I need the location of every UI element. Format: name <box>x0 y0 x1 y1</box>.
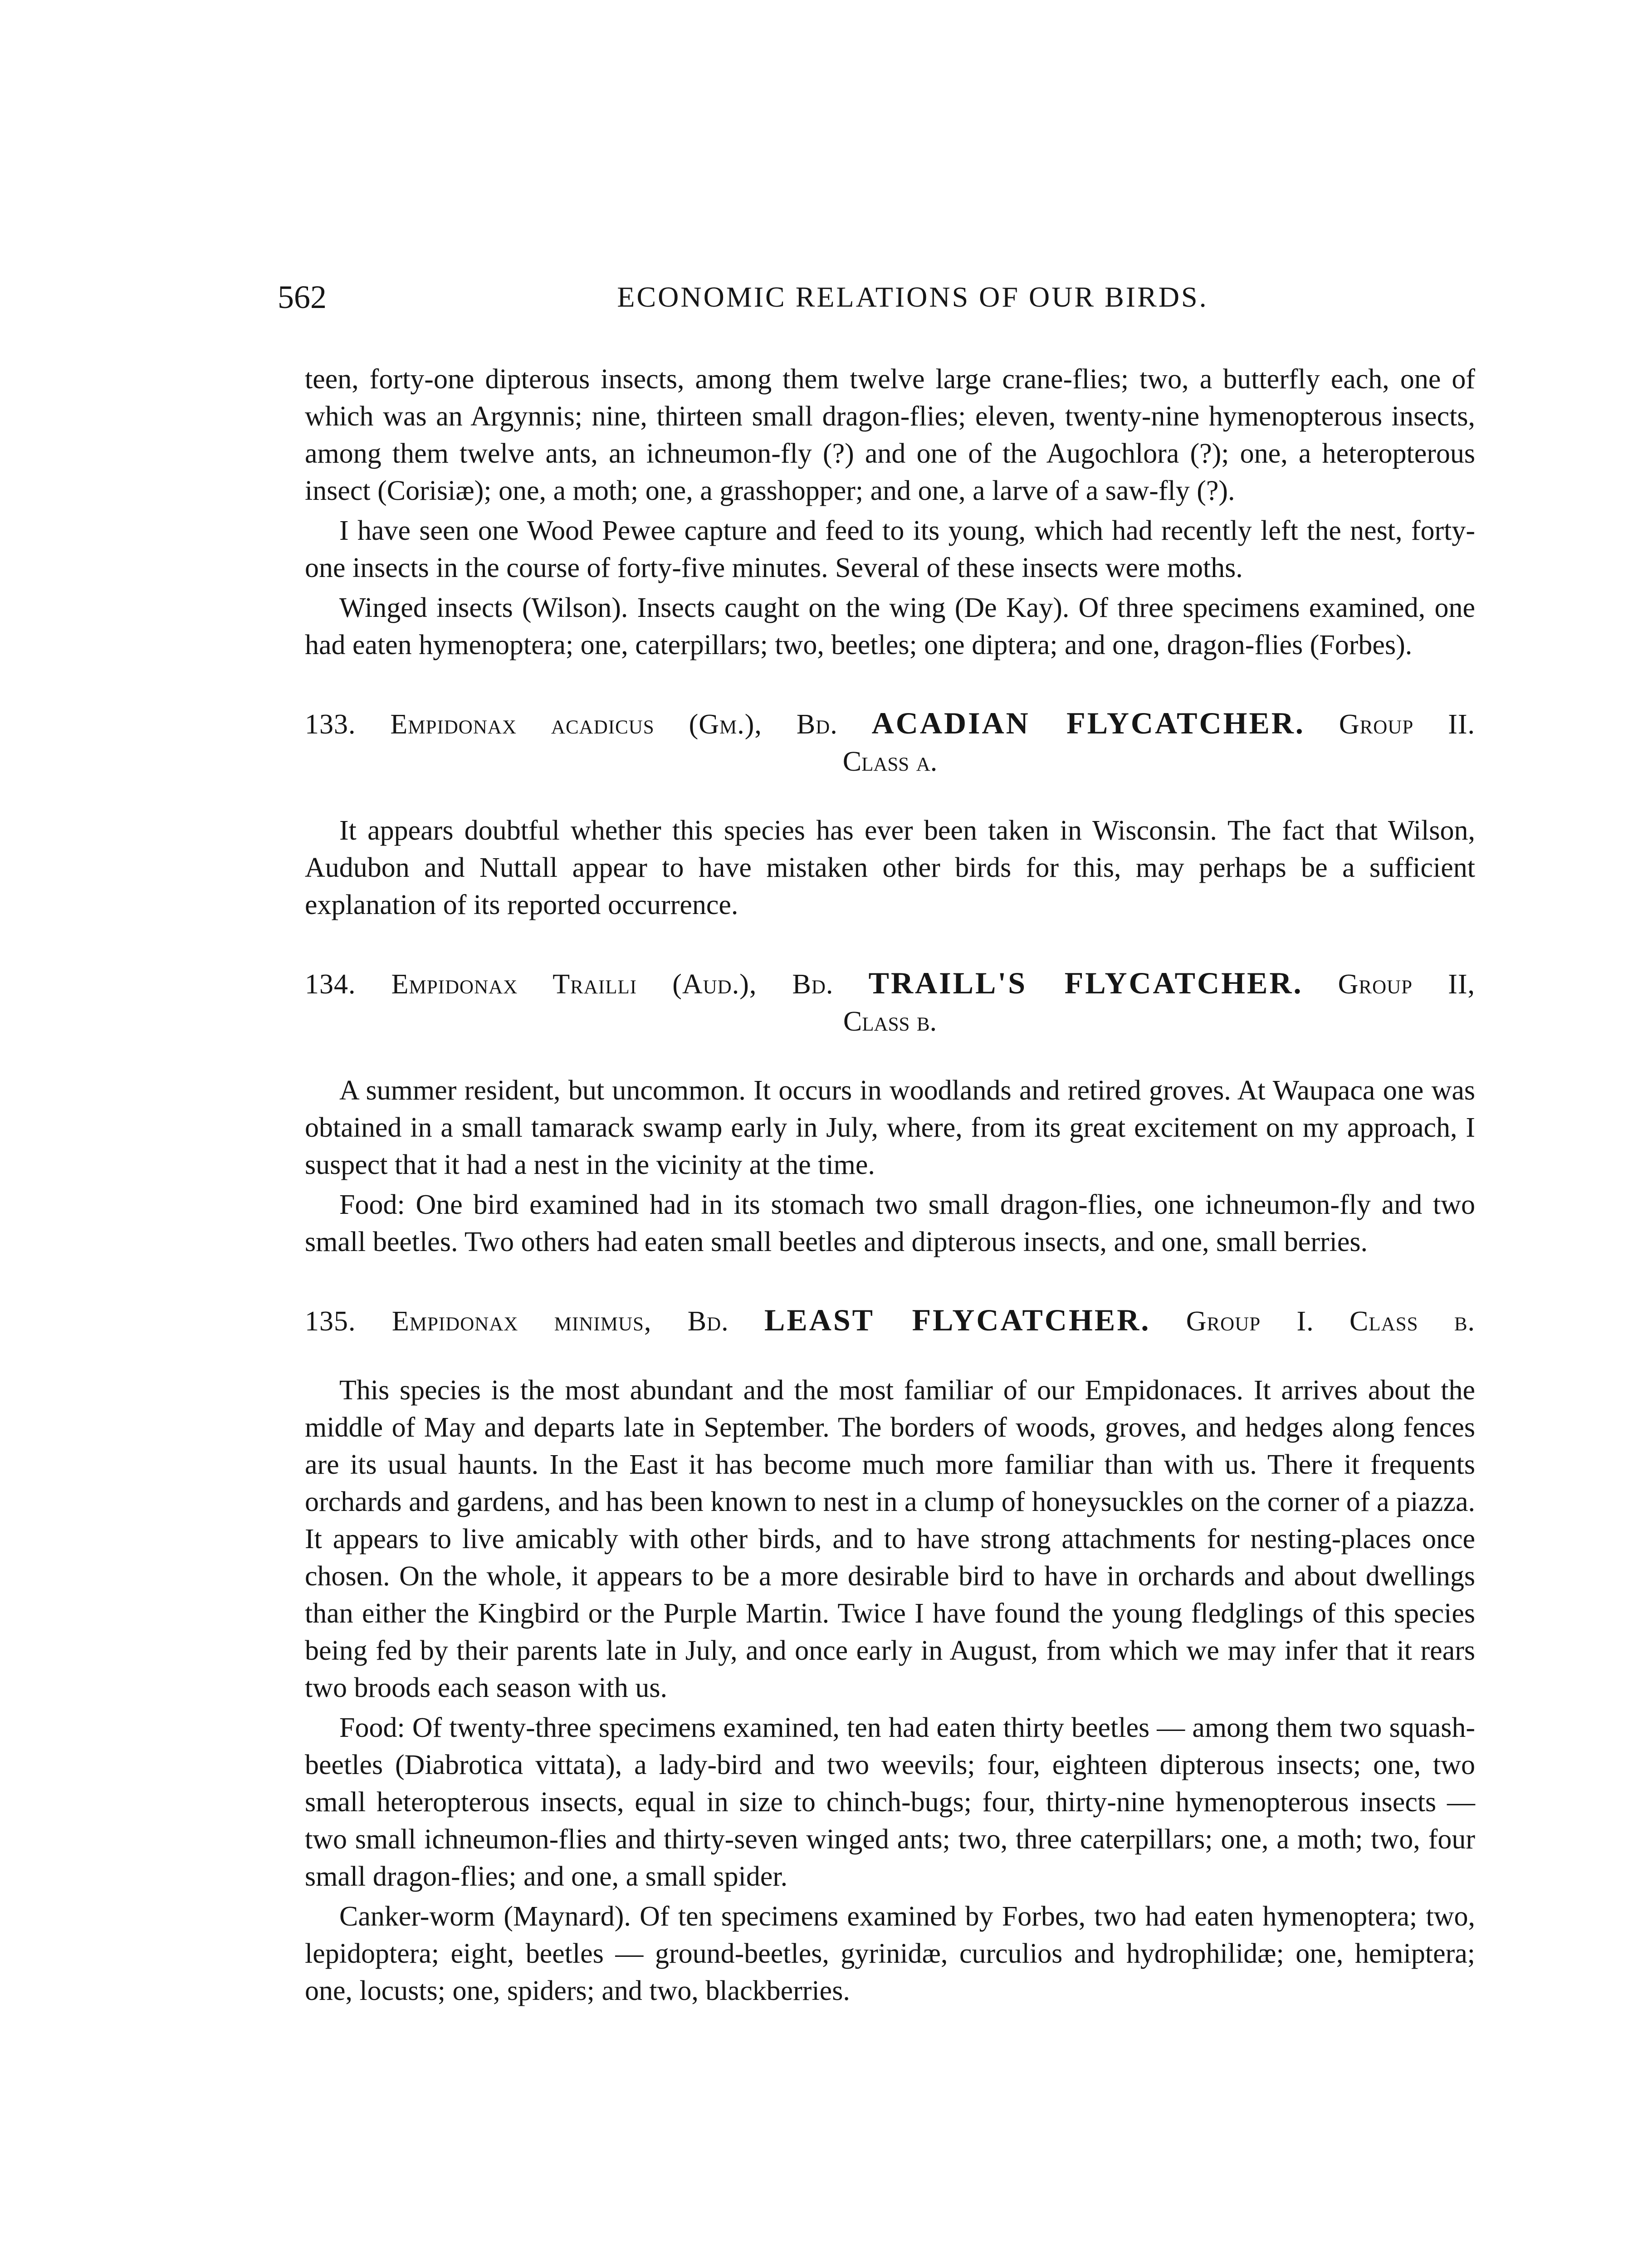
page-header <box>278 272 1475 322</box>
intro-paragraph-2: I have seen one Wood Pewee capture and feed to its young, which had recently left the nest, forty-one insects in the course of forty-five minutes. Several of these insects were moths. <box>305 515 1475 583</box>
species-group: Group I. <box>1186 1306 1314 1337</box>
species-paragraph: A summer resident, but uncommon. It occurs in woodlands and retired groves. At Waupaca one was obtained in a small tamarack swamp early in July, where, from its great excitement on my approach, I suspect that it had a nest in the vicinity at the time. <box>305 1075 1475 1180</box>
species-section-134 <box>305 964 1475 1261</box>
species-section-135 <box>305 1301 1475 2009</box>
page-number: 562 <box>278 279 327 315</box>
species-scientific-name: 135. Empidonax minimus, Bd. <box>305 1306 729 1337</box>
species-scientific-name: 134. Empidonax Trailli (Aud.), Bd. <box>305 969 834 1000</box>
intro-paragraph-3: Winged insects (Wilson). Insects caught on the wing (De Kay). Of three specimens examined, one had eaten hymenoptera; one, caterpillars; two, beetles; one diptera; and one, dragon-flies (Forbes). <box>305 592 1475 660</box>
species-section-133 <box>305 704 1475 924</box>
running-title: ECONOMIC RELATIONS OF OUR BIRDS. <box>617 281 1208 313</box>
species-heading <box>305 704 1475 743</box>
species-common-name: TRAILL'S FLYCATCHER. <box>868 966 1303 1000</box>
species-heading <box>305 964 1475 1003</box>
page-body <box>305 361 1475 2009</box>
species-class: Class b. <box>1349 1306 1476 1337</box>
species-group: Group II. <box>1339 709 1476 740</box>
species-heading <box>305 1301 1475 1340</box>
species-paragraph: Food: Of twenty-three specimens examined, ten had eaten thirty beetles — among them two squash-beetles (Diabrotica vittata), a lady-bird and two weevils; four, eighteen dipterous insects; one, two small heteropterous insects, equal in size to chinch-bugs; four, thirty-nine hymenopterous insects — two small ichneumon-flies and thirty-seven winged ants; two, three caterpillars; one, a moth; two, four small dragon-flies; and one, a small spider. <box>305 1712 1475 1892</box>
species-class: Class b. <box>843 1006 937 1037</box>
species-common-name: ACADIAN FLYCATCHER. <box>871 706 1305 740</box>
intro-paragraph-1: teen, forty-one dipterous insects, among them twelve large crane-flies; two, a butterfly each, one of which was an Argynnis; nine, thirteen small dragon-flies; eleven, twenty-nine hymenopterous insects, among them twelve ants, an ichneumon-fly (?) and one of the Augochlora (?); one, a heteropterous insect (Corisiæ); one, a moth; one, a grasshopper; and one, a larve of a saw-fly (?). <box>305 364 1475 506</box>
species-scientific-name: 133. Empidonax acadicus (Gm.), Bd. <box>305 709 838 740</box>
species-paragraph: Food: One bird examined had in its stomach two small dragon-flies, one ichneumon-fly and two small beetles. Two others had eaten small beetles and dipterous insects, and one, small berries. <box>305 1189 1475 1257</box>
species-class: Class a. <box>842 746 938 777</box>
species-paragraph: It appears doubtful whether this species has ever been taken in Wisconsin. The fact that Wilson, Audubon and Nuttall appear to have mistaken other birds for this, may perhaps be a sufficient explanation of its reported occurrence. <box>305 815 1475 920</box>
species-group: Group II, <box>1338 969 1476 1000</box>
species-common-name: LEAST FLYCATCHER. <box>764 1303 1151 1337</box>
species-paragraph: This species is the most abundant and the most familiar of our Empidonaces. It arrives about the middle of May and departs late in September. The borders of woods, groves, and hedges along fences are its usual haunts. In the East it has become much more familiar than with us. There it frequents orchards and gardens, and has been known to nest in a clump of honeysuckles on the corner of a piazza. It appears to live amicably with other birds, and to have strong attachments for nesting-places once chosen. On the whole, it appears to be a more desirable bird to have in orchards and about dwellings than either the Kingbird or the Purple Martin. Twice I have found the young fledglings of this species being fed by their parents late in July, and once early in August, from which we may infer that it rears two broods each season with us. <box>305 1375 1475 1703</box>
species-paragraph: Canker-worm (Maynard). Of ten specimens examined by Forbes, two had eaten hymenoptera; two, lepidoptera; eight, beetles — ground-beetles, gyrinidæ, curculios and hydrophilidæ; one, hemiptera; one, locusts; one, spiders; and two, blackberries. <box>305 1901 1475 2006</box>
